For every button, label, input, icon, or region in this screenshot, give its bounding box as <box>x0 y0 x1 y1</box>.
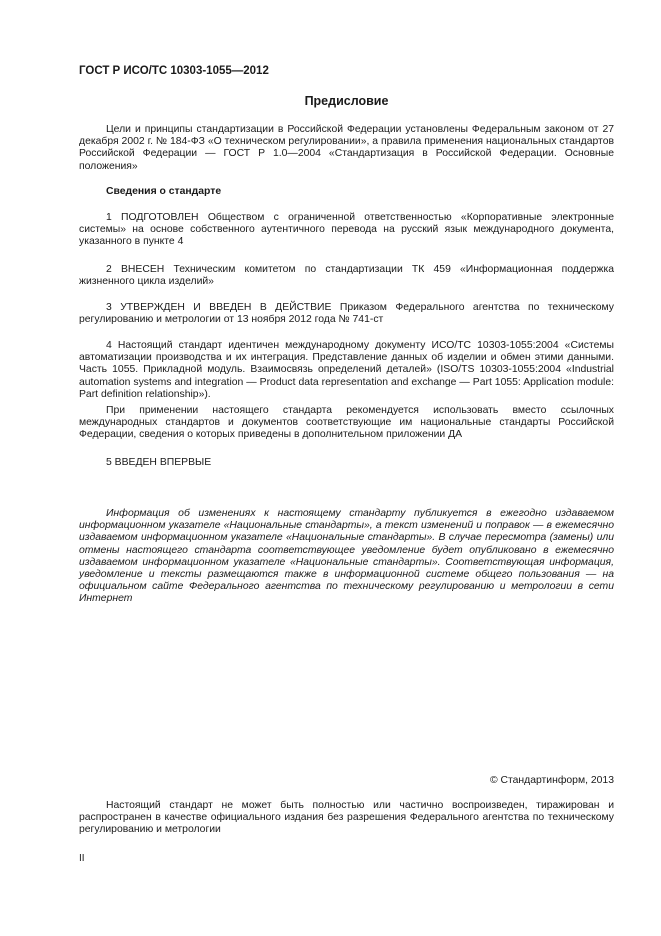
item-3-paragraph: 3 УТВЕРЖДЕН И ВВЕДЕН В ДЕЙСТВИЕ Приказом Федерального агентства по техническому регулированию и метрологии от 13 ноября 2012 года № 741-ст <box>79 302 614 326</box>
page-title: Предисловие <box>304 94 389 108</box>
section-heading: Сведения о стандарте <box>106 186 222 197</box>
item-2-paragraph: 2 ВНЕСЕН Техническим комитетом по стандартизации ТК 459 «Информационная поддержка жизненного цикла изделий» <box>79 264 614 288</box>
document-header: ГОСТ Р ИСО/ТС 10303-1055—2012 <box>79 65 269 77</box>
item-4-note-paragraph: При применении настоящего стандарта рекомендуется использовать вместо ссылочных международных стандартов и документов соответствующие им национальные стандарты Российской Федерации, сведения о которых приведены в дополнительном приложении ДА <box>79 405 614 441</box>
footer-note-paragraph: Настоящий стандарт не может быть полностью или частично воспроизведен, тиражирован и распространен в качестве официального издания без разрешения Федерального агентства по техническому регулированию и метрологии <box>79 800 614 836</box>
page-number: II <box>79 853 85 864</box>
notice-paragraph: Информация об изменениях к настоящему стандарту публикуется в ежегодно издаваемом информационном указателе «Национальные стандарты», а текст изменений и поправок — в ежемесячно издаваемом информационном указателе «Национальные стандарты». В случае пересмотра (замены) или отмены настоящего стандарта соответствующее уведомление будет опубликовано в ежемесячно издаваемом информационном указателе «Национальные стандарты». Соответствующая информация, уведомление и тексты размещаются также в информационной системе общего пользования — на официальном сайте Федерального агентства по техническому регулированию и метрологии в сети Интернет <box>79 508 614 605</box>
item-5-paragraph: 5 ВВЕДЕН ВПЕРВЫЕ <box>106 457 212 468</box>
copyright-line: © Стандартинформ, 2013 <box>489 775 614 786</box>
item-4-paragraph: 4 Настоящий стандарт идентичен международному документу ИСО/ТС 10303-1055:2004 «Системы автоматизации производства и их интеграция. Представление данных об изделии и обмен этими данными. Часть 1055. Прикладной модуль. Взаимосвязь определений деталей» (ISO/TS 10303-1055:2004 «Industrial automation systems and integration — Product data representation and exchange — Part 1055: Application module: Part definition relationship»). <box>79 340 614 400</box>
intro-paragraph: Цели и принципы стандартизации в Российской Федерации установлены Федеральным законом от 27 декабря 2002 г. № 184-ФЗ «О техническом регулировании», а правила применения национальных стандартов Российской Федерации — ГОСТ Р 1.0—2004 «Стандартизация в Российской Федерации. Основные положения» <box>79 124 614 172</box>
item-1-paragraph: 1 ПОДГОТОВЛЕН Обществом с ограниченной ответственностью «Корпоративные электронные системы» на основе собственного аутентичного перевода на русский язык международного документа, указанного в пункте 4 <box>79 212 614 248</box>
